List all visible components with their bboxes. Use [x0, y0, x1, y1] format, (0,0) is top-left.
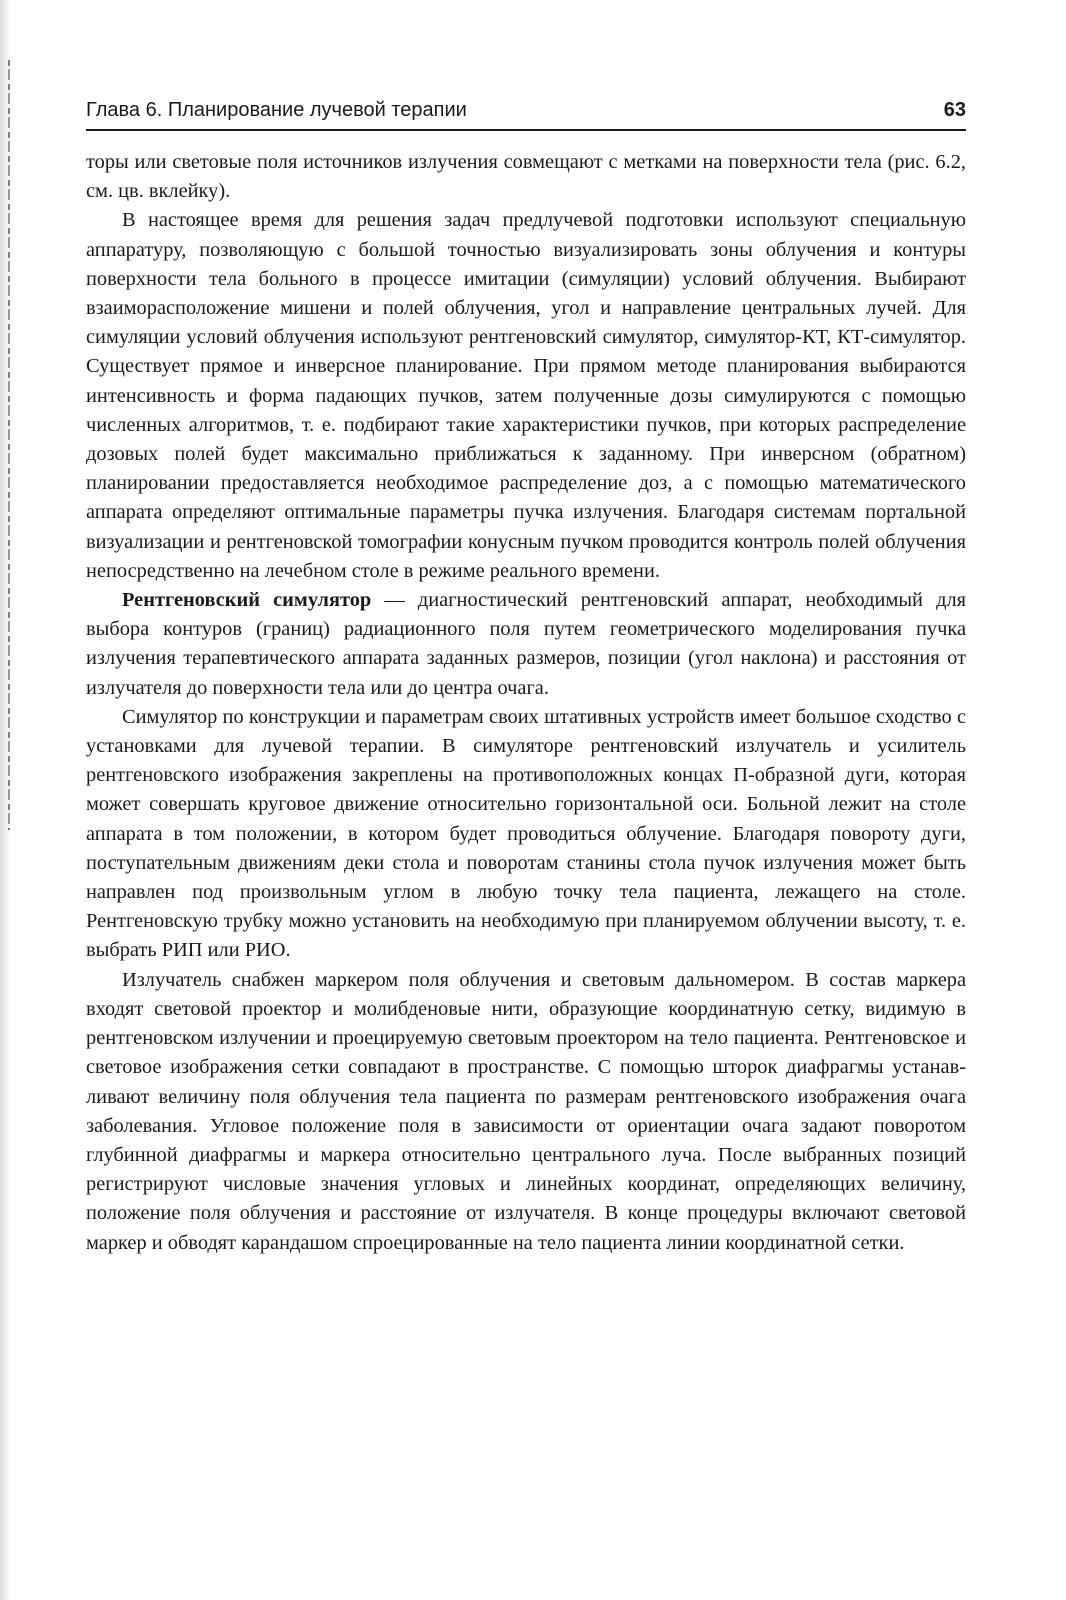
paragraph-planning: В настоящее время для решения задач предлучевой подготовки используют специальную аппаратуру, позволяющую с большой точностью визуализировать зоны облучения и контуры поверхности тела больного в процессе имитации (симуляции) условий облучения. Выбирают взаиморасположение мишени и полей облучения, угол и направление центральных лучей. Для симуляции условий облучения используют рентгеновский симулятор, симулятор-КТ, КТ-симулятор. Существует прямое и инверсное планирование. При прямом методе планирования выбираются интенсивность и форма падающих пучков, затем полученные дозы симулируются с помощью численных алгоритмов, т. е. подбирают такие характеристики пучков, при которых распределение дозовых полей будет максимально приближаться к заданному. При инверсном (обратном) планировании предоставляется необходимое распределение доз, а с помощью математического аппарата определяют оптимальные параметры пучка излучения. Благодаря системам портальной визуализации и рентгеновской томографии конусным пучком проводится контроль полей облучения непосредственно на лечебном столе в режиме реального времени. [86, 209, 966, 582]
header-rule [86, 129, 966, 131]
page-binding-edge [0, 0, 12, 1600]
page-number: 63 [943, 99, 966, 121]
body-text [86, 148, 966, 1258]
chapter-title: Глава 6. Планирование лучевой терапии [86, 99, 467, 121]
paragraph-emitter-marker: Излучатель снабжен маркером поля облучения и световым дальномером. В состав маркера входят световой проектор и молибденовые нити, образующие координатную сетку, видимую в рентгеновском излучении и проецируемую световым проектором на тело пациента. Рентгеновское и световое изображения сетки совпадают в пространстве. С помощью шторок диафрагмы устанавливают величину поля облучения тела пациента по размерам рентгеновского изображения очага заболевания. Угловое положение поля в зависимости от ориентации очага задают поворотом глубинной диафрагмы и маркера относительно центрального луча. После выбранных позиций регистрируют числовые значения угловых и линейных координат, определяющих величину, положение поля облучения и расстояние от излучателя. В конце процедуры включают световой маркер и обводят карандашом спроецированные на тело пациента линии координатной сетки. [86, 968, 966, 1254]
definition-text: — диагностический рентгеновский аппарат, необходимый для выбора контуров (границ) радиационного поля путем геометрического моделирования пучка излучения терапевтического аппарата заданных размеров, позиции (угол наклона) и расстояния от излучателя до поверхности тела или до центра очага. [86, 589, 966, 699]
paragraph-continuation: торы или световые поля источников излучения совмещают с метками на поверхности тела (рис. 6.2, см. цв. вклейку). [86, 151, 966, 203]
running-header [86, 96, 966, 124]
defined-term: Рентгеновский симулятор [122, 589, 372, 612]
paragraph-simulator-design: Симулятор по конструкции и параметрам своих штативных устройств имеет большое сходство с установками для лучевой терапии. В симуляторе рентгеновский излучатель и усилитель рентгеновского изображения закреплены на противоположных концах П-образной дуги, которая может совершать круговое движение относительно горизонтальной оси. Больной лежит на столе аппарата в том положении, в котором будет проводиться облучение. Благодаря повороту дуги, поступательным движениям деки стола и поворотам станины стола пучок излучения может быть направлен под произвольным углом в любую точку тела пациента, лежащего на столе. Рентгеновскую трубку можно установить на необходимую при планируемом облучении высоту, т. е. выбрать РИП или РИО. [86, 705, 966, 962]
paragraph-simulator-definition [86, 586, 966, 703]
scan-binding-shadow [8, 60, 10, 830]
